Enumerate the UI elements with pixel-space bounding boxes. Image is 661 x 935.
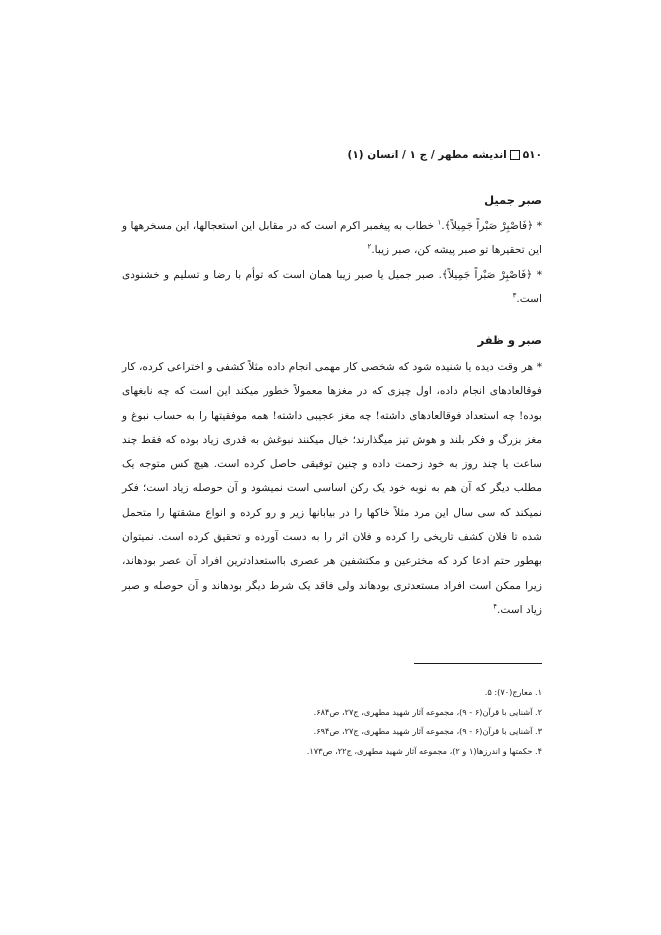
section-heading: صبر و ظفر xyxy=(477,333,542,347)
separator-box-icon xyxy=(510,150,520,160)
page-number: ۵۱۰ xyxy=(522,149,542,161)
running-head xyxy=(348,148,542,162)
footnotes-list xyxy=(122,683,542,761)
paragraph xyxy=(122,214,542,263)
paragraph-text: * ﴿فَاصْبِرْ صَبْراً جَمِیلاً﴾.$^۱$ خطاب به پیغمبر اکرم است که در مقابل این استعجالها، این مسخرهها و این تحقیرها تو صبر پیشه کن، صبر زیبا.$^۲$ xyxy=(122,218,543,257)
footnote-mark: ۴ xyxy=(493,602,498,611)
footnote: ۱. معارج(۷۰): ۵. xyxy=(484,687,542,697)
book-page xyxy=(122,0,542,935)
footnote: ۴. حکمتها و اندرزها(۱ و ۲)، مجموعه آثار شهید مطهری، ج۲۲، ص۱۷۳. xyxy=(306,745,542,756)
paragraph xyxy=(122,263,542,312)
paragraph-text: * ﴿فَاصْبِرْ صَبْراً جَمِیلاً﴾. صبر جمیل یا صبر زیبا همان است که توأم با رضا و تسلیم و خشنودی است.$^۳$ xyxy=(122,269,542,306)
paragraph-text: * هر وقت دیده یا شنیده شود که شخصی کار مهمی انجام داده مثلاً کشفی و اختراعی کرده، کار فوقالعادهای انجام داده، اول چیزی که در مغزها معمولاً خطور میکند این است که چه نابغهای بوده! چه استعداد فوقالعادهای داشته! چه مغز عجیبی داشته! همه موفقیتها را به حساب نبوغ و مغز بزرگ و فکر بلند و هوش تیز میگذارند؛ خیال میکنند نبوغش به قدری زیاد بوده که فقط چند ساعت یا چند روز به خود زحمت داده و چنین توفیقی حاصل کرده است. هیچ کس متوجه یک مطلب دیگر که آن هم به نوبه خود یک رکن اساسی است نمیشود و آن حوصله زیاد است؛ فکر نمیکند که سی سال این مرد مثلاً خاکها را در بیابانها زیر و رو کرده و انواع مشقتها را متحمل شده تا فلان کشف تاریخی را کرده و فلان اثر را به دست آورده و تحقیق کرده است. نمیتوان بهطور حتم ادعا کرد که مخترعین و مکتشفین هر عصری بااستعدادترین افراد آن عصر بودهاند، زیرا ممکن است افراد مستعدتری بودهاند ولی فاقد یک شرط دیگر بودهاند و آن حوصله و صبر زیاد است.$^۴$ xyxy=(122,361,542,616)
footnote-mark: ۳ xyxy=(512,291,517,300)
paragraph xyxy=(122,355,542,622)
footnote-rule xyxy=(414,663,542,664)
running-head-title: اندیشه مطهر / ج ۱ / انسان (۱) xyxy=(347,149,507,161)
footnote: ۳. آشنایی با قرآن(۶ - ۹)، مجموعه آثار شهید مطهری، ج۲۷، ص۶۹۴. xyxy=(313,726,542,736)
footnote-mark: ۱ xyxy=(437,218,442,227)
section-heading: صبر جمیل xyxy=(484,193,542,207)
footnote: ۲. آشنایی با قرآن(۶ - ۹)، مجموعه آثار شهید مطهری، ج۲۷، ص۶۸۴. xyxy=(313,706,542,717)
footnote-mark: ۲ xyxy=(367,242,372,251)
